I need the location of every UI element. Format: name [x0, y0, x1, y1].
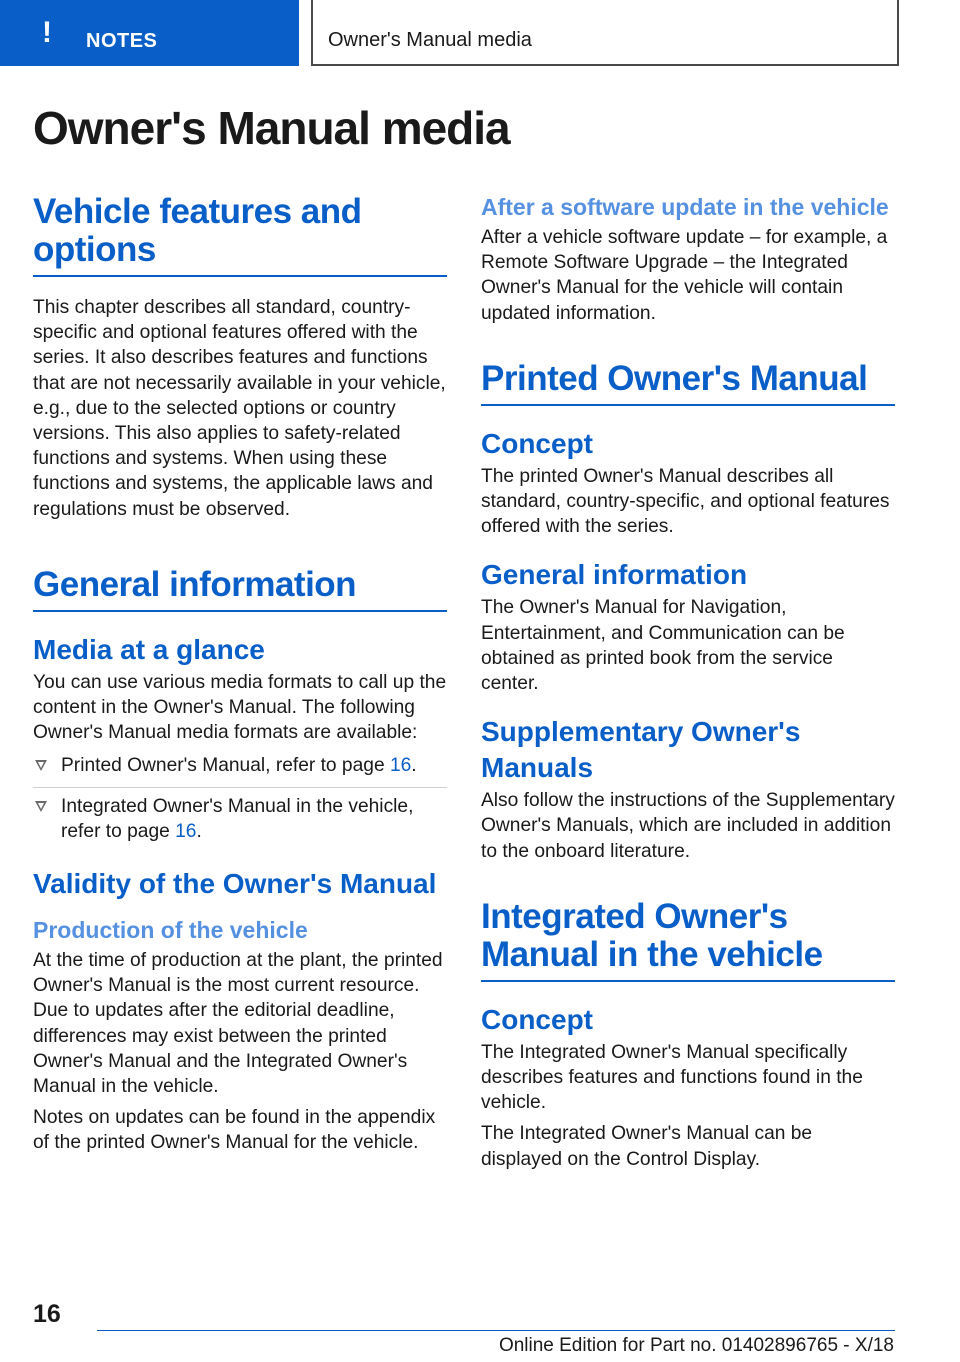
triangle-bullet-icon — [35, 760, 47, 771]
edition-text: Online Edition for Part no. 01402896765 - X/18 — [498, 1335, 894, 1356]
list-item: Integrated Owner's Manual in the vehicle, refer to page 16. — [33, 788, 447, 852]
heading-printed-manual: Printed Owner's Manual — [481, 360, 895, 406]
heading-software-update: After a software update in the vehicle — [481, 194, 889, 220]
page-link[interactable]: 16 — [175, 820, 197, 842]
media-at-a-glance-body: You can use various media formats to call up the content in the Owner's Manual. The following Owner's Manual media formats are available: — [33, 671, 447, 744]
left-column — [33, 193, 447, 1156]
section-label: NOTES — [86, 30, 158, 52]
page-link[interactable]: 16 — [389, 755, 412, 777]
chapter-title: Owner's Manual media — [328, 29, 532, 51]
exclamation-icon: ! — [42, 16, 52, 49]
printed-concept-body: The printed Owner's Manual describes all standard, country-specific, and optional features offered with the series. — [481, 465, 890, 538]
printed-general-information-body: The Owner's Manual for Navigation, Entertainment, and Communication can be obtained as printed book from the service center. — [481, 597, 845, 695]
triangle-bullet-icon — [35, 801, 47, 812]
integrated-concept-body-2: The Integrated Owner's Manual can be displayed on the Control Display. — [481, 1123, 813, 1170]
media-list — [33, 747, 447, 852]
heading-printed-general-information: General information — [481, 559, 748, 591]
heading-printed-concept: Concept — [481, 427, 593, 459]
production-body-2: Notes on updates can be found in the appendix of the printed Owner's Manual for the vehicle. — [33, 1107, 436, 1154]
integrated-concept-body-1: The Integrated Owner's Manual specifically describes features and functions found in the vehicle. — [481, 1041, 863, 1114]
vehicle-features-body: This chapter describes all standard, country-specific and optional features offered with the series. It also describes features and functions that are not necessarily available in your vehicle, e.g., due to the selected options or country versions. This also applies to safety-related functions and systems. When using these functions and systems, the applicable laws and regulations must be observed. — [33, 297, 446, 520]
supplementary-body: Also follow the instructions of the Supplementary Owner's Manuals, which are included in addition to the onboard literature. — [481, 790, 895, 862]
heading-validity: Validity of the Owner's Manual — [33, 868, 437, 900]
section-tab — [0, 0, 299, 66]
heading-media-at-a-glance: Media at a glance — [33, 633, 265, 665]
list-item: Printed Owner's Manual, refer to page 16. — [33, 747, 447, 787]
software-update-body: After a vehicle software update – for example, a Remote Software Upgrade – the Integrated Owner's Manual for the vehicle will contain updated information. — [481, 227, 888, 324]
heading-vehicle-features: Vehicle features and options — [33, 193, 447, 277]
page-number: 16 — [33, 1300, 61, 1328]
heading-production: Production of the vehicle — [33, 917, 308, 944]
page-title: Owner's Manual media — [33, 102, 510, 154]
footer-divider — [97, 1330, 895, 1331]
heading-general-information: General information — [33, 566, 447, 612]
production-body-1: At the time of production at the plant, the printed Owner's Manual is the most current resource. Due to updates after the editorial deadline, differences may exist between the printed Owner's Manual and the Integrated Owner's Manual in the vehicle. — [33, 950, 443, 1098]
heading-integrated-concept: Concept — [481, 1003, 593, 1035]
chapter-title-box — [311, 0, 899, 66]
heading-supplementary: Supplementary Owner's Manuals — [481, 716, 801, 784]
heading-integrated-manual: Integrated Owner's Manual in the vehicle — [481, 898, 895, 982]
right-column — [481, 193, 895, 1172]
